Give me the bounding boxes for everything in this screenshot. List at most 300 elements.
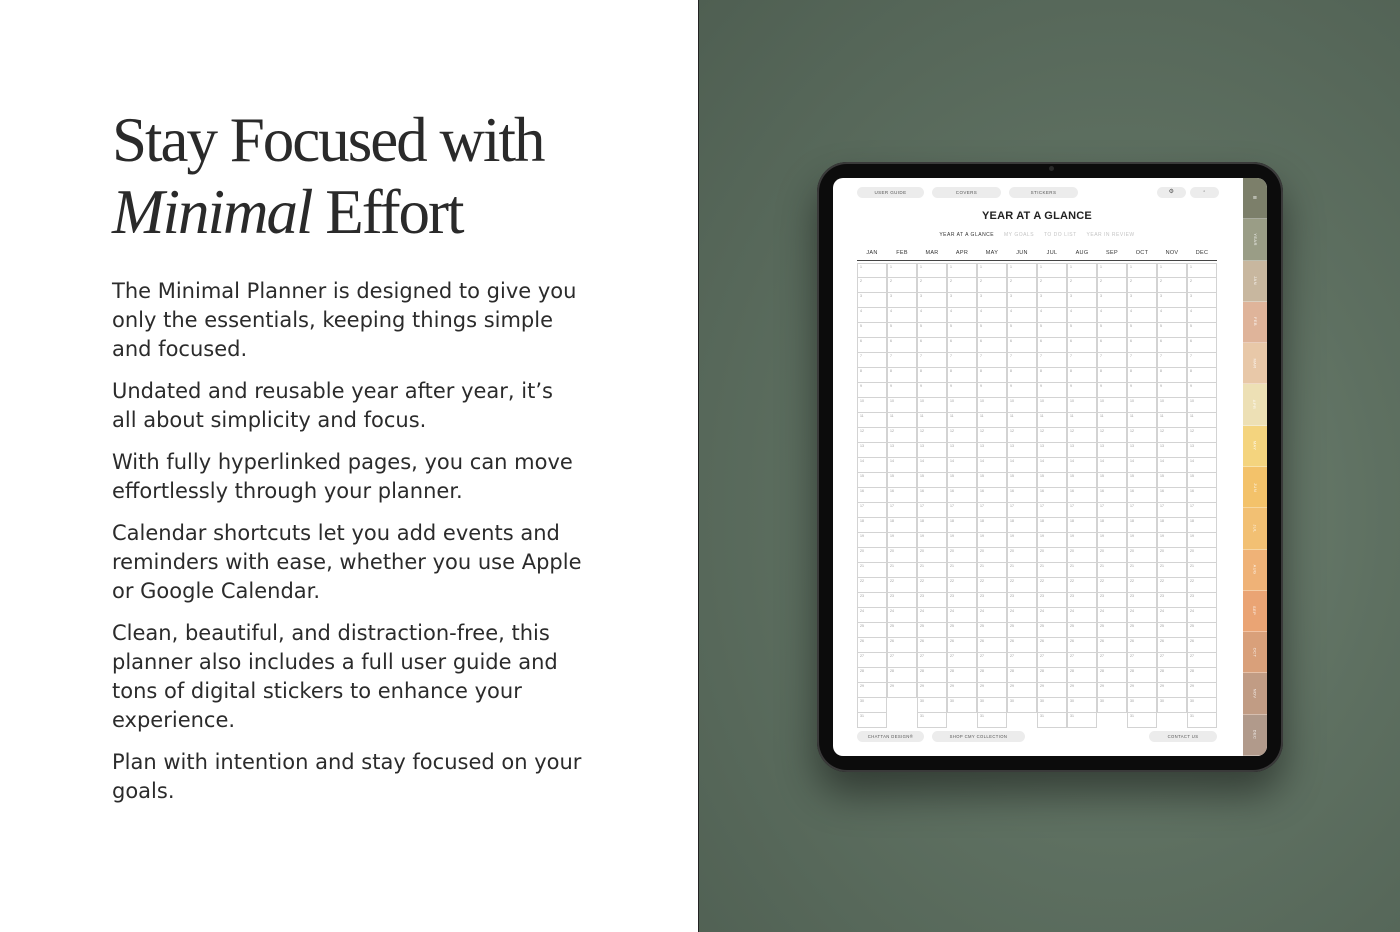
day-cell[interactable] <box>887 413 917 428</box>
day-cell[interactable] <box>1037 548 1067 563</box>
day-cell[interactable] <box>887 623 917 638</box>
day-cell[interactable] <box>917 668 947 683</box>
day-cell[interactable] <box>947 698 977 713</box>
day-cell[interactable] <box>1007 368 1037 383</box>
day-cell[interactable] <box>1037 518 1067 533</box>
day-cell[interactable] <box>977 473 1007 488</box>
day-cell[interactable] <box>1187 608 1217 623</box>
day-cell[interactable] <box>917 413 947 428</box>
day-cell[interactable] <box>1067 698 1097 713</box>
day-cell[interactable] <box>1157 293 1187 308</box>
day-cell[interactable] <box>1157 488 1187 503</box>
day-cell[interactable] <box>1157 593 1187 608</box>
side-tab-oct[interactable] <box>1243 632 1267 673</box>
day-cell[interactable] <box>977 398 1007 413</box>
day-cell[interactable] <box>1187 428 1217 443</box>
day-cell[interactable] <box>1097 683 1127 698</box>
day-cell[interactable] <box>857 353 887 368</box>
month-header[interactable]: NOV <box>1165 250 1179 256</box>
day-cell[interactable] <box>1097 563 1127 578</box>
day-cell[interactable] <box>1157 608 1187 623</box>
day-cell[interactable] <box>947 368 977 383</box>
day-cell[interactable] <box>1037 608 1067 623</box>
day-cell[interactable] <box>1037 503 1067 518</box>
day-cell[interactable] <box>977 578 1007 593</box>
day-cell[interactable] <box>1187 278 1217 293</box>
day-cell[interactable] <box>1007 413 1037 428</box>
day-cell[interactable] <box>857 578 887 593</box>
day-cell[interactable] <box>1157 683 1187 698</box>
day-cell[interactable] <box>1007 653 1037 668</box>
day-cell[interactable] <box>1157 413 1187 428</box>
day-cell[interactable] <box>1127 593 1157 608</box>
day-cell[interactable] <box>1187 548 1217 563</box>
day-cell[interactable] <box>1007 518 1037 533</box>
day-cell[interactable] <box>857 368 887 383</box>
day-cell[interactable] <box>857 278 887 293</box>
day-cell[interactable] <box>1187 413 1217 428</box>
day-cell[interactable] <box>857 608 887 623</box>
day-cell[interactable] <box>1097 518 1127 533</box>
day-cell[interactable] <box>977 323 1007 338</box>
day-cell[interactable] <box>1157 323 1187 338</box>
day-cell[interactable] <box>917 263 947 278</box>
day-cell[interactable] <box>1127 383 1157 398</box>
day-cell[interactable] <box>1067 713 1097 728</box>
day-cell[interactable] <box>1127 563 1157 578</box>
menu-tab[interactable] <box>1243 178 1267 219</box>
day-cell[interactable] <box>1187 293 1217 308</box>
day-cell[interactable] <box>1097 578 1127 593</box>
day-cell[interactable] <box>1097 428 1127 443</box>
day-cell[interactable] <box>1007 323 1037 338</box>
day-cell[interactable] <box>977 278 1007 293</box>
day-cell[interactable] <box>1067 518 1097 533</box>
day-cell[interactable] <box>1067 278 1097 293</box>
day-cell[interactable] <box>917 608 947 623</box>
day-cell[interactable] <box>1007 533 1037 548</box>
day-cell[interactable] <box>1007 263 1037 278</box>
day-cell[interactable] <box>1097 608 1127 623</box>
day-cell[interactable] <box>1157 443 1187 458</box>
day-cell[interactable] <box>857 443 887 458</box>
day-cell[interactable] <box>1007 608 1037 623</box>
day-cell[interactable] <box>947 533 977 548</box>
day-cell[interactable] <box>977 263 1007 278</box>
day-cell[interactable] <box>1067 503 1097 518</box>
day-cell[interactable] <box>1127 323 1157 338</box>
month-header[interactable]: APR <box>955 250 969 256</box>
day-cell[interactable] <box>1157 473 1187 488</box>
day-cell[interactable] <box>1097 668 1127 683</box>
day-cell[interactable] <box>887 263 917 278</box>
day-cell[interactable] <box>1187 623 1217 638</box>
day-cell[interactable] <box>947 338 977 353</box>
day-cell[interactable] <box>977 383 1007 398</box>
day-cell[interactable] <box>947 443 977 458</box>
month-header[interactable]: AUG <box>1075 250 1089 256</box>
day-cell[interactable] <box>887 638 917 653</box>
day-cell[interactable] <box>1067 608 1097 623</box>
day-cell[interactable] <box>917 533 947 548</box>
day-cell[interactable] <box>1157 503 1187 518</box>
day-cell[interactable] <box>917 653 947 668</box>
day-cell[interactable] <box>917 548 947 563</box>
day-cell[interactable] <box>857 398 887 413</box>
day-cell[interactable] <box>1097 278 1127 293</box>
day-cell[interactable] <box>1097 473 1127 488</box>
day-cell[interactable] <box>917 383 947 398</box>
day-cell[interactable] <box>1037 443 1067 458</box>
day-cell[interactable] <box>917 623 947 638</box>
day-cell[interactable] <box>1067 638 1097 653</box>
day-cell[interactable] <box>887 443 917 458</box>
day-cell[interactable] <box>1097 368 1127 383</box>
day-cell[interactable] <box>887 473 917 488</box>
day-cell[interactable] <box>1127 263 1157 278</box>
day-cell[interactable] <box>887 308 917 323</box>
day-cell[interactable] <box>947 458 977 473</box>
day-cell[interactable] <box>887 563 917 578</box>
day-cell[interactable] <box>917 443 947 458</box>
covers-button[interactable]: COVERS <box>932 187 1001 198</box>
day-cell[interactable] <box>1187 383 1217 398</box>
day-cell[interactable] <box>887 488 917 503</box>
day-cell[interactable] <box>1007 623 1037 638</box>
day-cell[interactable] <box>1037 353 1067 368</box>
day-cell[interactable] <box>1067 443 1097 458</box>
day-cell[interactable] <box>887 323 917 338</box>
day-cell[interactable] <box>887 608 917 623</box>
day-cell[interactable] <box>947 323 977 338</box>
day-cell[interactable] <box>857 518 887 533</box>
day-cell[interactable] <box>1187 578 1217 593</box>
day-cell[interactable] <box>1127 518 1157 533</box>
day-cell[interactable] <box>917 563 947 578</box>
day-cell[interactable] <box>947 428 977 443</box>
day-cell[interactable] <box>977 698 1007 713</box>
day-cell[interactable] <box>1007 698 1037 713</box>
day-cell[interactable] <box>1037 473 1067 488</box>
day-cell[interactable] <box>1097 443 1127 458</box>
day-cell[interactable] <box>1007 683 1037 698</box>
day-cell[interactable] <box>1157 383 1187 398</box>
day-cell[interactable] <box>1157 698 1187 713</box>
day-cell[interactable] <box>1037 263 1067 278</box>
side-tab-jun[interactable] <box>1243 467 1267 508</box>
day-cell[interactable] <box>1127 368 1157 383</box>
day-cell[interactable] <box>1097 293 1127 308</box>
day-cell[interactable] <box>857 653 887 668</box>
day-cell[interactable] <box>857 428 887 443</box>
day-cell[interactable] <box>1187 338 1217 353</box>
day-cell[interactable] <box>1067 578 1097 593</box>
month-header[interactable]: JUL <box>1046 250 1058 256</box>
day-cell[interactable] <box>1097 398 1127 413</box>
day-cell[interactable] <box>1007 308 1037 323</box>
day-cell[interactable] <box>1007 578 1037 593</box>
day-cell[interactable] <box>1157 668 1187 683</box>
day-cell[interactable] <box>1007 443 1037 458</box>
day-cell[interactable] <box>1067 323 1097 338</box>
day-cell[interactable] <box>887 578 917 593</box>
stickers-button[interactable]: STICKERS <box>1009 187 1078 198</box>
day-cell[interactable] <box>977 293 1007 308</box>
day-cell[interactable] <box>887 683 917 698</box>
settings-icon[interactable]: ◦ <box>1190 187 1219 198</box>
day-cell[interactable] <box>1097 263 1127 278</box>
day-cell[interactable] <box>1187 458 1217 473</box>
month-header[interactable]: MAR <box>925 250 939 256</box>
tab-year-at-a-glance[interactable]: YEAR AT A GLANCE <box>939 232 995 238</box>
day-cell[interactable] <box>1067 308 1097 323</box>
day-cell[interactable] <box>1187 473 1217 488</box>
day-cell[interactable] <box>917 638 947 653</box>
day-cell[interactable] <box>1067 383 1097 398</box>
day-cell[interactable] <box>887 428 917 443</box>
side-tab-sep[interactable] <box>1243 591 1267 632</box>
day-cell[interactable] <box>1037 413 1067 428</box>
day-cell[interactable] <box>857 698 887 713</box>
month-header[interactable]: JUN <box>1016 250 1028 256</box>
day-cell[interactable] <box>1097 323 1127 338</box>
day-cell[interactable] <box>977 683 1007 698</box>
day-cell[interactable] <box>1007 473 1037 488</box>
day-cell[interactable] <box>917 698 947 713</box>
day-cell[interactable] <box>1157 263 1187 278</box>
side-tab-jan[interactable] <box>1243 261 1267 302</box>
day-cell[interactable] <box>1187 263 1217 278</box>
day-cell[interactable] <box>1067 398 1097 413</box>
day-cell[interactable] <box>1037 653 1067 668</box>
day-cell[interactable] <box>887 293 917 308</box>
day-cell[interactable] <box>1067 353 1097 368</box>
day-cell[interactable] <box>947 623 977 638</box>
day-cell[interactable] <box>1067 263 1097 278</box>
day-cell[interactable] <box>887 593 917 608</box>
side-tab-dec[interactable] <box>1243 715 1267 756</box>
day-cell[interactable] <box>1127 473 1157 488</box>
day-cell[interactable] <box>1097 383 1127 398</box>
day-cell[interactable] <box>887 353 917 368</box>
day-cell[interactable] <box>1157 458 1187 473</box>
day-cell[interactable] <box>1037 698 1067 713</box>
day-cell[interactable] <box>1187 653 1217 668</box>
month-header[interactable]: FEB <box>896 250 908 256</box>
day-cell[interactable] <box>857 488 887 503</box>
day-cell[interactable] <box>1067 368 1097 383</box>
day-cell[interactable] <box>1007 398 1037 413</box>
day-cell[interactable] <box>1157 338 1187 353</box>
day-cell[interactable] <box>1067 338 1097 353</box>
day-cell[interactable] <box>1037 623 1067 638</box>
day-cell[interactable] <box>1007 293 1037 308</box>
day-cell[interactable] <box>1127 608 1157 623</box>
day-cell[interactable] <box>1127 623 1157 638</box>
day-cell[interactable] <box>977 548 1007 563</box>
day-cell[interactable] <box>947 653 977 668</box>
day-cell[interactable] <box>977 353 1007 368</box>
day-cell[interactable] <box>1157 548 1187 563</box>
day-cell[interactable] <box>1187 593 1217 608</box>
tab-my-goals[interactable]: MY GOALS <box>1004 232 1035 238</box>
day-cell[interactable] <box>1187 443 1217 458</box>
day-cell[interactable] <box>1127 353 1157 368</box>
day-cell[interactable] <box>977 713 1007 728</box>
day-cell[interactable] <box>1127 578 1157 593</box>
day-cell[interactable] <box>857 503 887 518</box>
day-cell[interactable] <box>1037 488 1067 503</box>
day-cell[interactable] <box>1067 293 1097 308</box>
day-cell[interactable] <box>1097 548 1127 563</box>
day-cell[interactable] <box>1187 353 1217 368</box>
day-cell[interactable] <box>977 593 1007 608</box>
day-cell[interactable] <box>1157 308 1187 323</box>
day-cell[interactable] <box>1187 668 1217 683</box>
day-cell[interactable] <box>947 563 977 578</box>
day-cell[interactable] <box>857 338 887 353</box>
brand-link[interactable]: CHATTAN DESIGN® <box>857 731 924 742</box>
day-cell[interactable] <box>1127 653 1157 668</box>
day-cell[interactable] <box>1097 698 1127 713</box>
day-cell[interactable] <box>1037 398 1067 413</box>
day-cell[interactable] <box>887 278 917 293</box>
day-cell[interactable] <box>917 713 947 728</box>
day-cell[interactable] <box>857 263 887 278</box>
day-cell[interactable] <box>1127 668 1157 683</box>
day-cell[interactable] <box>1007 503 1037 518</box>
day-cell[interactable] <box>1037 278 1067 293</box>
side-tab-aug[interactable] <box>1243 550 1267 591</box>
day-cell[interactable] <box>887 518 917 533</box>
day-cell[interactable] <box>1097 353 1127 368</box>
day-cell[interactable] <box>917 593 947 608</box>
day-cell[interactable] <box>1157 623 1187 638</box>
day-cell[interactable] <box>1187 398 1217 413</box>
day-cell[interactable] <box>1097 533 1127 548</box>
day-cell[interactable] <box>1127 713 1157 728</box>
day-cell[interactable] <box>1157 578 1187 593</box>
day-cell[interactable] <box>947 473 977 488</box>
day-cell[interactable] <box>1067 593 1097 608</box>
day-cell[interactable] <box>917 323 947 338</box>
day-cell[interactable] <box>1007 548 1037 563</box>
day-cell[interactable] <box>1067 563 1097 578</box>
day-cell[interactable] <box>917 503 947 518</box>
side-tab-year[interactable] <box>1243 219 1267 260</box>
day-cell[interactable] <box>977 338 1007 353</box>
day-cell[interactable] <box>1097 308 1127 323</box>
shop-collection-link[interactable]: SHOP CMY COLLECTION <box>932 731 1025 742</box>
day-cell[interactable] <box>1127 293 1157 308</box>
day-cell[interactable] <box>857 623 887 638</box>
day-cell[interactable] <box>947 278 977 293</box>
day-cell[interactable] <box>1007 488 1037 503</box>
day-cell[interactable] <box>917 473 947 488</box>
day-cell[interactable] <box>1007 338 1037 353</box>
day-cell[interactable] <box>857 593 887 608</box>
day-cell[interactable] <box>1007 353 1037 368</box>
day-cell[interactable] <box>1127 548 1157 563</box>
day-cell[interactable] <box>1157 533 1187 548</box>
day-cell[interactable] <box>1097 503 1127 518</box>
month-header[interactable]: DEC <box>1195 250 1209 256</box>
day-cell[interactable] <box>1037 713 1067 728</box>
day-cell[interactable] <box>947 638 977 653</box>
day-cell[interactable] <box>887 503 917 518</box>
day-cell[interactable] <box>917 488 947 503</box>
day-cell[interactable] <box>1037 308 1067 323</box>
day-cell[interactable] <box>947 263 977 278</box>
day-cell[interactable] <box>887 398 917 413</box>
day-cell[interactable] <box>977 563 1007 578</box>
day-cell[interactable] <box>977 368 1007 383</box>
day-cell[interactable] <box>857 638 887 653</box>
day-cell[interactable] <box>857 713 887 728</box>
day-cell[interactable] <box>1127 698 1157 713</box>
month-header[interactable]: MAY <box>985 250 999 256</box>
day-cell[interactable] <box>857 668 887 683</box>
day-cell[interactable] <box>1097 638 1127 653</box>
day-cell[interactable] <box>1187 713 1217 728</box>
day-cell[interactable] <box>887 458 917 473</box>
day-cell[interactable] <box>947 293 977 308</box>
month-header[interactable]: JAN <box>866 250 878 256</box>
day-cell[interactable] <box>857 683 887 698</box>
side-tab-nov[interactable] <box>1243 673 1267 714</box>
day-cell[interactable] <box>947 413 977 428</box>
side-tab-jul[interactable] <box>1243 508 1267 549</box>
day-cell[interactable] <box>1127 338 1157 353</box>
day-cell[interactable] <box>1037 368 1067 383</box>
day-cell[interactable] <box>977 653 1007 668</box>
day-cell[interactable] <box>1037 293 1067 308</box>
day-cell[interactable] <box>1007 668 1037 683</box>
day-cell[interactable] <box>887 668 917 683</box>
day-cell[interactable] <box>1187 563 1217 578</box>
day-cell[interactable] <box>947 683 977 698</box>
day-cell[interactable] <box>1187 503 1217 518</box>
day-cell[interactable] <box>857 473 887 488</box>
day-cell[interactable] <box>1067 548 1097 563</box>
day-cell[interactable] <box>1127 278 1157 293</box>
day-cell[interactable] <box>947 593 977 608</box>
day-cell[interactable] <box>917 368 947 383</box>
side-tab-apr[interactable] <box>1243 384 1267 425</box>
day-cell[interactable] <box>1157 653 1187 668</box>
day-cell[interactable] <box>1097 593 1127 608</box>
day-cell[interactable] <box>1157 563 1187 578</box>
day-cell[interactable] <box>917 293 947 308</box>
day-cell[interactable] <box>977 668 1007 683</box>
day-cell[interactable] <box>1067 683 1097 698</box>
side-tab-may[interactable] <box>1243 426 1267 467</box>
day-cell[interactable] <box>1037 458 1067 473</box>
day-cell[interactable] <box>1037 428 1067 443</box>
day-cell[interactable] <box>1157 278 1187 293</box>
day-cell[interactable] <box>1007 428 1037 443</box>
day-cell[interactable] <box>1187 698 1217 713</box>
day-cell[interactable] <box>1007 638 1037 653</box>
day-cell[interactable] <box>977 413 1007 428</box>
day-cell[interactable] <box>1157 398 1187 413</box>
day-cell[interactable] <box>1007 593 1037 608</box>
day-cell[interactable] <box>917 578 947 593</box>
day-cell[interactable] <box>1187 638 1217 653</box>
day-cell[interactable] <box>1097 488 1127 503</box>
day-cell[interactable] <box>1037 563 1067 578</box>
day-cell[interactable] <box>977 518 1007 533</box>
